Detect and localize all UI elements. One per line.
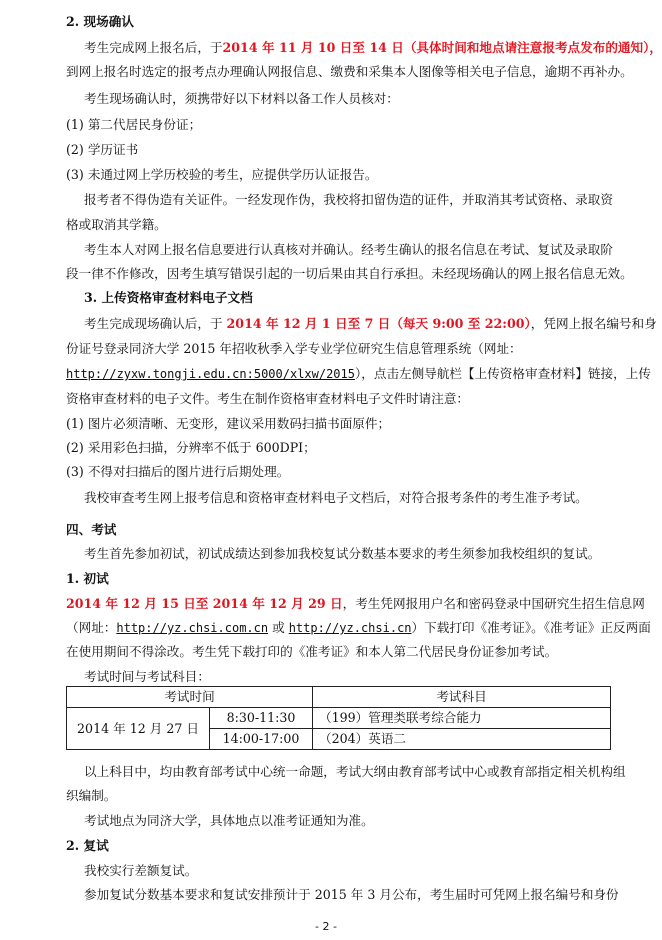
- paragraph-line: 考生现场确认时，须携带好以下材料以备工作人员核对：: [84, 91, 399, 106]
- table-cell-time: 14:00-17:00: [210, 729, 313, 750]
- paragraph-line: 我校实行差额复试。: [84, 863, 198, 878]
- list-item: (3) 不得对扫描后的图片进行后期处理。: [66, 464, 290, 479]
- section-heading-exam: 四、考试: [66, 522, 117, 537]
- table-cell-subject: （204）英语二: [313, 729, 611, 750]
- paragraph-line: 报考者不得伪造有关证件。一经发现作伪，我校将扣留伪造的证件，并取消其考试资格、录取资: [84, 192, 613, 207]
- chsi-url-link-1[interactable]: http://yz.chsi.com.cn: [116, 621, 269, 635]
- table-cell-date: 2014 年 12 月 27 日: [67, 708, 210, 750]
- chsi-url-link-2[interactable]: http://yz.chsi.cn: [288, 621, 412, 635]
- section-heading-onsite-confirmation: 2. 现场确认: [66, 14, 134, 29]
- page-number: - 2 -: [315, 920, 337, 933]
- table-header-cell: 考试时间: [67, 687, 313, 708]
- section-heading-preliminary: 1. 初试: [66, 571, 109, 586]
- paragraph-line: 到网上报名时选定的报考点办理确认网报信息、缴费和采集本人图像等相关电子信息，逾期不再补办。: [66, 64, 633, 79]
- paragraph-line: 我校审查考生网上报考信息和资格审查材料电子文档后，对符合报考条件的考生准予考试。: [84, 490, 588, 505]
- paragraph-line: 2014 年 12 月 15 日至 2014 年 12 月 29 日，考生凭网报用户名和密码登录中国研究生招生信息网: [66, 596, 645, 611]
- table-header-row: [67, 687, 611, 708]
- paragraph-line: 格或取消其学籍。: [66, 217, 167, 232]
- table-row: [67, 708, 611, 729]
- list-item: (1) 图片必须清晰、无变形，建议采用数码扫描书面原件；: [66, 416, 391, 431]
- exam-schedule-table: [66, 686, 611, 750]
- section-heading-upload-materials: 3. 上传资格审查材料电子文档: [84, 290, 253, 305]
- table-cell-subject: （199）管理类联考综合能力: [313, 708, 611, 729]
- paragraph-line: 考试地点为同济大学，具体地点以准考证通知为准。: [84, 813, 374, 828]
- table-cell-time: 8:30-11:30: [210, 708, 313, 729]
- paragraph-line: 考生首先参加初试，初试成绩达到参加我校复试分数基本要求的考生须参加我校组织的复试。: [84, 546, 601, 561]
- paragraph-line: 以上科目中，均由教育部考试中心统一命题，考试大纲由教育部考试中心或教育部指定相关机构组: [84, 764, 626, 779]
- paragraph-line: 参加复试分数基本要求和复试安排预计于 2015 年 3 月公布，考生届时可凭网上报名编号和身份: [84, 887, 619, 902]
- paragraph-line: 织编制。: [66, 788, 117, 803]
- list-item: (1) 第二代居民身份证；: [66, 117, 202, 132]
- paragraph-line: http://zyxw.tongji.edu.cn:5000/xlxw/2015），点击左侧导航栏【上传资格审查材料】链接，上传: [66, 366, 651, 381]
- list-item: (2) 学历证书: [66, 142, 139, 157]
- paragraph-line: 考生完成现场确认后，于 2014 年 12 月 1 日至 7 日（每天 9:00 至 22:00），凭网上报名编号和身: [84, 316, 657, 331]
- paragraph-line: 在使用期间不得涂改。考生凭下载打印的《准考证》和本人第二代居民身份证参加考试。: [66, 644, 558, 659]
- paragraph-line: 考生完成网上报名后，于2014 年 11 月 10 日至 14 日（具体时间和地点请注意报考点发布的通知），: [84, 40, 662, 55]
- paragraph-line: 考生本人对网上报名信息要进行认真核对并确认。经考生确认的报名信息在考试、复试及录取阶: [84, 242, 613, 257]
- paragraph-line: 段一律不作修改，因考生填写错误引起的一切后果由其自行承担。未经现场确认的网上报名信息无效。: [66, 266, 633, 281]
- system-url-link[interactable]: http://zyxw.tongji.edu.cn:5000/xlxw/2015: [66, 367, 355, 381]
- section-heading-retest: 2. 复试: [66, 838, 109, 853]
- list-item: (3) 未通过网上学历校验的考生，应提供学历认证报告。: [66, 167, 378, 182]
- paragraph-line: 份证号登录同济大学 2015 年招收秋季入学专业学位研究生信息管理系统（网址：: [66, 341, 522, 356]
- paragraph-line: 考试时间与考试科目：: [84, 669, 210, 684]
- table-header-cell: 考试科目: [313, 687, 611, 708]
- paragraph-line: （网址：http://yz.chsi.com.cn 或 http://yz.chsi.cn）下载打印《准考证》。《准考证》正反两面: [66, 620, 651, 635]
- paragraph-line: 资格审查材料的电子文件。考生在制作资格审查材料电子文件时请注意：: [66, 391, 469, 406]
- list-item: (2) 采用彩色扫描，分辨率不低于 600DPI；: [66, 440, 316, 455]
